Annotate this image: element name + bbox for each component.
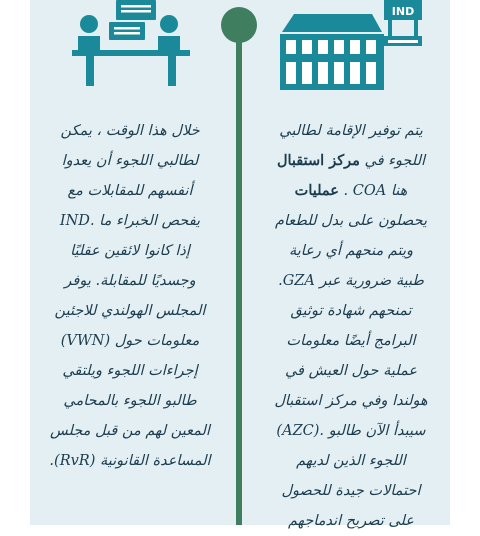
text-line bbox=[262, 146, 440, 176]
text-line: إجراءات اللجوء ويلتقي bbox=[62, 363, 198, 379]
text-line: معلومات حول (VWN) bbox=[60, 333, 200, 349]
text-line: احتمالات جيدة للحصول bbox=[281, 483, 421, 499]
reception-center-term: مركز استقبال bbox=[276, 152, 360, 169]
text-line: ويتم منحهم أي رعاية bbox=[289, 243, 413, 259]
text-line: عملية حول العيش في bbox=[284, 363, 418, 379]
reception-center-building-icon bbox=[280, 0, 422, 90]
text-line: إذا كانوا لائقين عقليًا bbox=[70, 243, 190, 259]
text-line: يفحص الخبراء ما .IND bbox=[59, 213, 201, 229]
text-line: يتم توفير الإقامة لطالبي bbox=[279, 123, 423, 139]
coa-code: COA bbox=[352, 183, 387, 199]
text-line: على تصريح اندماجهم bbox=[288, 513, 414, 529]
text-line: طالبو اللجوء بالمحامي bbox=[63, 393, 197, 409]
left-column-text bbox=[44, 116, 216, 476]
operations-term: عمليات bbox=[294, 182, 339, 199]
text-span: هنا bbox=[390, 183, 408, 199]
text-line: سيبدأ الآن طالبو .(AZC) bbox=[276, 423, 426, 439]
text-line: طبية ضرورية عبر GZA. bbox=[278, 273, 424, 289]
text-span: اللجوء في bbox=[364, 153, 426, 169]
text-line: خلال هذا الوقت ، يمكن bbox=[60, 123, 200, 139]
text-line: وجسديًا للمقابلة. يوفر bbox=[64, 273, 196, 289]
text-line: هولندا وفي مركز استقبال bbox=[274, 393, 428, 409]
text-line: تمنحهم شهادة توثيق bbox=[290, 303, 412, 319]
building-sign-label: IND bbox=[391, 5, 415, 18]
text-line: اللجوء الذين لديهم bbox=[296, 453, 406, 469]
text-line: هنا COA . عمليات bbox=[294, 182, 408, 199]
text-line: يحصلون على بدل للطعام bbox=[275, 213, 427, 229]
right-column-text bbox=[262, 116, 440, 536]
text-line: المساعدة القانونية (RvR). bbox=[49, 453, 211, 469]
timeline-divider bbox=[236, 38, 242, 525]
text-line: المجلس الهولندي للاجئين bbox=[54, 303, 206, 319]
text-line: البرامج أيضًا معلومات bbox=[286, 333, 416, 349]
text-line: المعين لهم من قبل مجلس bbox=[50, 423, 210, 439]
interview-meeting-icon bbox=[72, 0, 190, 92]
text-line: لطالبي اللجوء أن يعدوا bbox=[61, 153, 199, 169]
text-line: أنفسهم للمقابلات مع bbox=[67, 183, 193, 199]
